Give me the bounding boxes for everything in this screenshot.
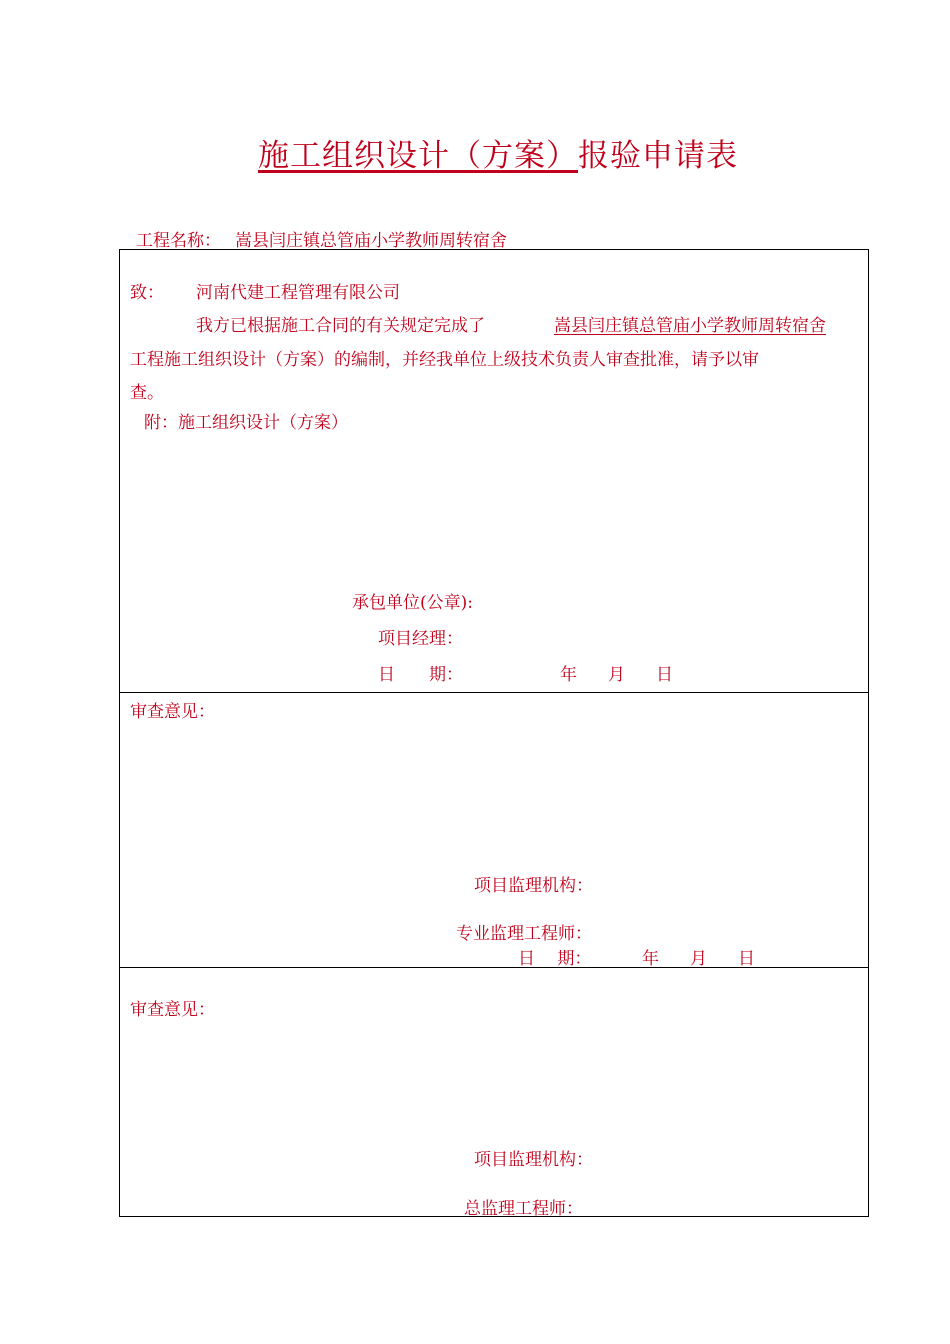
title-underlined: 施工组织设计（方案） [258, 138, 578, 174]
title-rest: 报验申请表 [578, 138, 738, 174]
year-2: 年 [642, 949, 659, 969]
project-name: 嵩县闫庄镇总管庙小学教师周转宿舍 [235, 231, 507, 251]
paragraph-project [540, 311, 826, 336]
review-label-2: 审查意见： [130, 702, 215, 722]
manager-label: 项目经理： [378, 629, 463, 649]
engineer-label: 专业监理工程师： [456, 924, 592, 944]
date-label-2: 日 期： [518, 949, 592, 969]
date-label-1: 日 期： [378, 665, 463, 685]
project-name-row [136, 226, 507, 251]
month-1: 月 [608, 665, 625, 685]
attachment-line: 附：施工组织设计（方案） [144, 413, 348, 433]
review-label-3: 审查意见： [130, 1000, 215, 1020]
project-label: 工程名称： [136, 231, 221, 251]
supervision-org-label-2: 项目监理机构： [474, 876, 593, 896]
paragraph-line-2: 工程施工组织设计（方案）的编制，并经我单位上级技术负责人审查批准，请予以审 [130, 350, 759, 370]
paragraph-line-3: 查。 [130, 383, 164, 403]
chief-engineer-label: 总监理工程师： [464, 1199, 583, 1219]
day-2: 日 [738, 949, 755, 969]
day-1: 日 [656, 665, 673, 685]
paragraph-project-text: 嵩县闫庄镇总管庙小学教师周转宿舍 [554, 316, 826, 336]
year-1: 年 [560, 665, 577, 685]
chief-review-section [119, 967, 869, 1217]
paragraph-line-1: 我方已根据施工合同的有关规定完成了 [196, 316, 485, 336]
contractor-label: 承包单位(公章): [352, 593, 473, 613]
to-company: 河南代建工程管理有限公司 [196, 283, 400, 303]
month-2: 月 [690, 949, 707, 969]
page-title [0, 130, 950, 175]
to-label: 致： [130, 283, 164, 303]
supervision-org-label-3: 项目监理机构： [474, 1150, 593, 1170]
